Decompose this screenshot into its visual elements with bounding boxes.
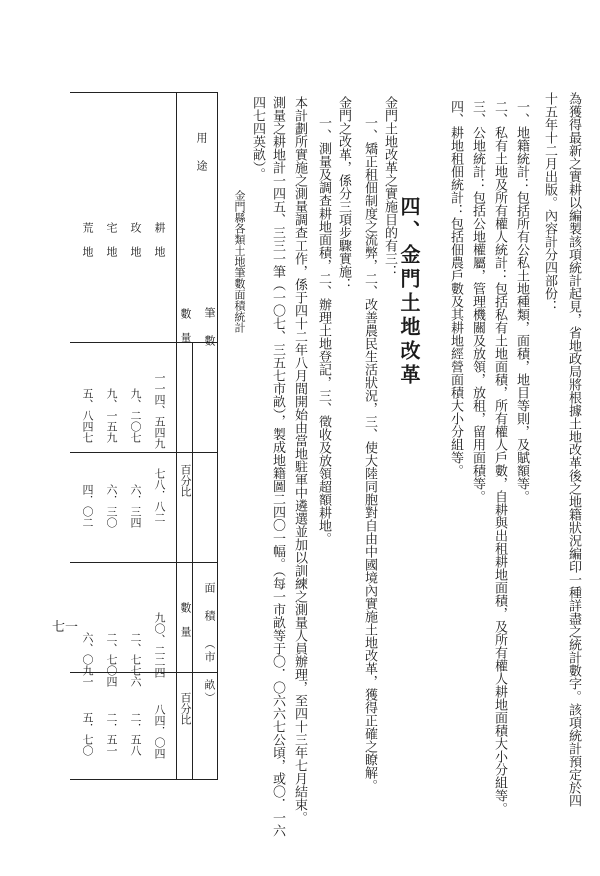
row-count: 九、二〇七 <box>129 388 142 443</box>
item-4: 四、耕地租佃統計：包括佃農戶數及其耕地經營面積大小分組等。 <box>448 100 463 477</box>
item-2: 二、私有土地及所有權人統計：包括私有土地面積，所有權人戶數，自耕與出租耕地面積，及所有權人耕地面積大小分組等。 <box>492 100 507 815</box>
table-right-border <box>217 92 218 780</box>
row-count: 五、八四七 <box>81 388 94 443</box>
paragraph-purpose: 金門土地改革之實施目的有三： <box>382 96 397 278</box>
row-area: 六、〇九一 <box>81 632 94 687</box>
row-count: 一一四、五四九 <box>153 372 166 449</box>
row-count: 九、一五九 <box>105 388 118 443</box>
header-count-qty: 數 量 <box>179 308 192 343</box>
header-area-qty: 數 量 <box>179 602 192 637</box>
row-use: 耕 地 <box>153 222 166 257</box>
row-count-pct: 四．〇二 <box>81 484 94 528</box>
intro-line-2: 十五年十二月出版。內容計分四部份： <box>542 92 557 313</box>
row-count-pct: 六．三四 <box>129 484 142 528</box>
header-count-pct: 百分比 <box>179 464 192 497</box>
area-header-split <box>176 562 177 672</box>
header-row-separator-2 <box>70 452 218 453</box>
row-use: 荒 地 <box>81 222 94 257</box>
paragraph-survey: 本計劃所實施之測量調查工作，係于四十二年八月間開始由當地駐軍中遴選並加以訓練之測量人員辦理，至四十三年七月結束。 <box>292 96 307 824</box>
row-area-pct: 五．七〇 <box>81 712 94 756</box>
row-area-pct: 二．五八 <box>129 712 142 756</box>
intro-line-1: 為獲得最新之實耕以編製該項統計起見，省地政局將根據土地改革後之地籍狀況編印一種詳盡之統計數字。該項統計預定於四 <box>566 92 581 807</box>
paragraph-steps: 金門之改革，係分三項步驟實施： <box>336 96 351 291</box>
row-use: 宅 地 <box>105 222 118 257</box>
table-bottom-border <box>70 779 218 780</box>
header-row-separator-1 <box>70 342 218 343</box>
header-area-pct: 百分比 <box>179 692 192 725</box>
row-area-pct: 八四．〇四 <box>153 704 166 759</box>
row-area: 九〇、二二四 <box>153 612 166 678</box>
item-1: 一、地籍統計：包括所有公私土地種類，面積，地目等則，及賦額等。 <box>514 100 529 503</box>
header-count: 筆 數 <box>203 307 216 348</box>
paragraph-survey-result-end: 四七四英畝）。 <box>250 96 265 181</box>
row-area: 二、七〇四 <box>105 632 118 687</box>
paragraph-purpose-list: 一、矯正租佃制度之流弊，二、改善農民生活狀況，三、使大陸同胞對自由中國境內實施土地改革，獲得正確之瞭解。 <box>362 116 377 792</box>
header-use: 用 途 <box>195 132 208 173</box>
paragraph-steps-list: 一、測量及調查耕地面積，二、辦理土地登記，三、徵收及放領超額耕地。 <box>316 116 331 545</box>
land-statistics-table <box>70 92 218 780</box>
table-top-border <box>70 92 218 93</box>
header-row-separator-3 <box>70 562 218 563</box>
count-header-split <box>176 342 177 452</box>
header-area: 面 積 （市 畝） <box>203 582 216 705</box>
row-count-pct: 七八．八二 <box>153 468 166 523</box>
paragraph-survey-result: 測量之耕地計一四五、三三一筆（一〇七、三五七市畝），製成地籍圖二四〇一幅。（每一市畝等于〇．〇六六七公頃，或〇．一六 <box>270 96 285 837</box>
subheader-line <box>192 342 193 780</box>
row-use: 玫 地 <box>129 222 142 257</box>
item-3: 三、公地統計：包括公地權屬，管理機關及放領，放租，留用面積等。 <box>470 100 485 503</box>
row-count-pct: 六．三〇 <box>105 484 118 528</box>
row-area: 二、七七六 <box>129 632 142 687</box>
page-number: 七一 <box>52 620 79 635</box>
table-caption: 金門縣各類土地筆數面積統計 <box>233 190 246 333</box>
section-heading: 四、金門土地改革 <box>397 196 421 388</box>
row-area-pct: 二．五一 <box>105 712 118 756</box>
